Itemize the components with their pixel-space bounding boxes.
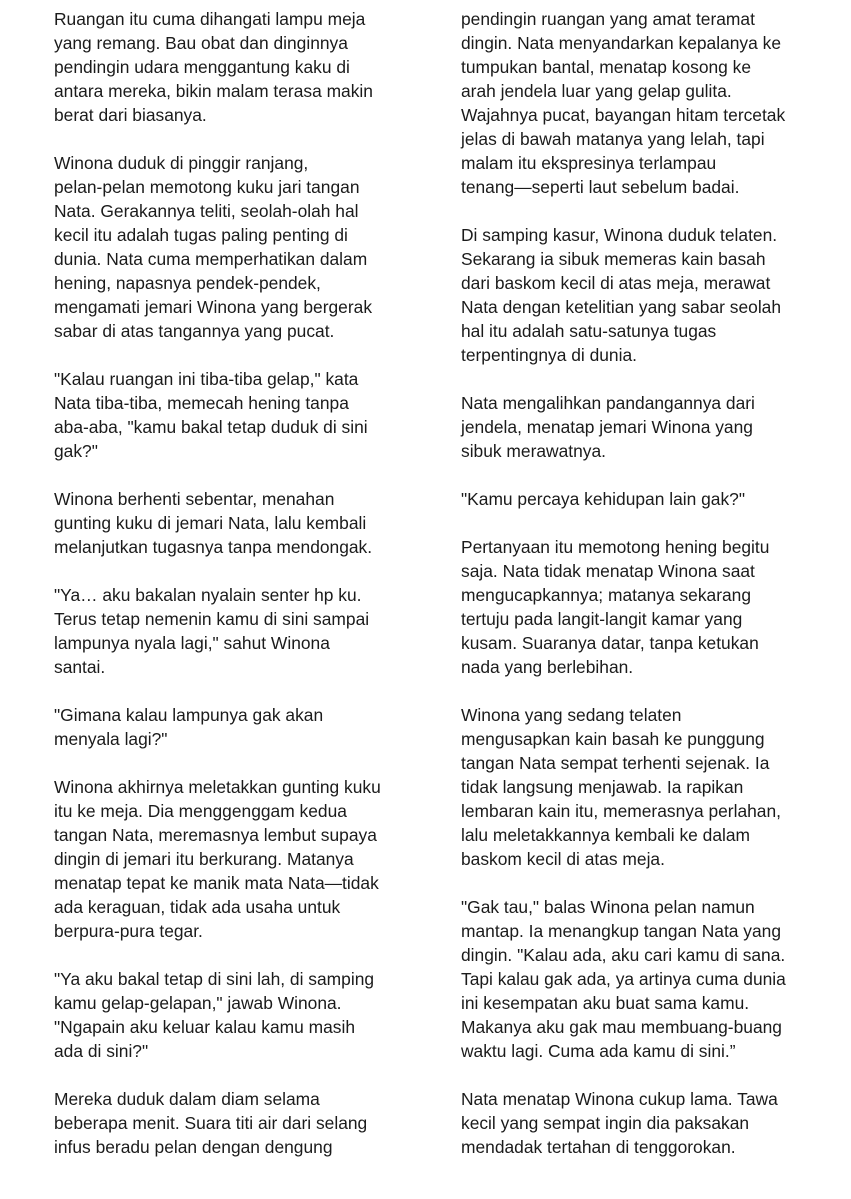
story-paragraph: "Gak tau," balas Winona pelan namun mantap. Ia menangkup tangan Nata yang dingin. "Kalau ada, aku cari kamu di sana. Tapi kalau gak ada, ya artinya cuma dunia ini kesempatan aku buat sama kamu. Makanya aku gak mau membuang-buang waktu lagi. Cuma ada kamu di sini.” (461, 897, 786, 1061)
story-paragraph: pendingin ruangan yang amat teramat dingin. Nata menyandarkan kepalanya ke tumpukan bantal, menatap kosong ke arah jendela luar yang gelap gulita. Wajahnya pucat, bayangan hitam tercetak jelas di bawah matanya yang lelah, tapi malam itu ekspresinya terlampau tenang—seperti laut sebelum badai. (461, 9, 786, 197)
story-paragraph: Winona berhenti sebentar, menahan gunting kuku di jemari Nata, lalu kembali melanjutkan tugasnya tanpa mendongak. (54, 489, 373, 557)
story-paragraph: Di samping kasur, Winona duduk telaten. Sekarang ia sibuk memeras kain basah dari baskom kecil di atas meja, merawat Nata dengan ketelitian yang sabar seolah hal itu adalah satu-satunya tugas terpentingnya di dunia. (461, 225, 782, 365)
story-paragraph: Ruangan itu cuma dihangati lampu meja yang remang. Bau obat dan dinginnya pendingin udara menggantung kaku di antara mereka, bikin malam terasa makin berat dari biasanya. (54, 9, 373, 125)
left-text-column (54, 7, 406, 1159)
story-paragraph: Pertanyaan itu memotong hening begitu saja. Nata tidak menatap Winona saat mengucapkannya; matanya sekarang tertuju pada langit-langit kamar yang kusam. Suaranya datar, tanpa ketukan nada yang berlebihan. (461, 537, 770, 677)
story-paragraph: Nata menatap Winona cukup lama. Tawa kecil yang sempat ingin dia paksakan mendadak tertahan di tenggorokan. (461, 1089, 778, 1157)
story-paragraph: Winona yang sedang telaten mengusapkan kain basah ke punggung tangan Nata sempat terhenti sejenak. Ia tidak langsung menjawab. Ia rapikan lembaran kain itu, memerasnya perlahan, lalu meletakkannya kembali ke dalam baskom kecil di atas meja. (461, 705, 781, 869)
story-paragraph: "Gimana kalau lampunya gak akan menyala lagi?" (54, 705, 324, 749)
story-paragraph: "Ya… aku bakalan nyalain senter hp ku. Terus tetap nemenin kamu di sini sampai lampunya nyala lagi," sahut Winona santai. (54, 585, 370, 677)
right-text-column (461, 7, 815, 1159)
story-paragraph: Winona akhirnya meletakkan gunting kuku itu ke meja. Dia menggenggam kedua tangan Nata, meremasnya lembut supaya dingin di jemari itu berkurang. Matanya menatap tepat ke manik mata Nata—tidak ada keraguan, tidak ada usaha untuk berpura-pura tegar. (54, 777, 381, 941)
story-paragraph: "Ya aku bakal tetap di sini lah, di samping kamu gelap-gelapan," jawab Winona. "Ngapain aku keluar kalau kamu masih ada di sini?" (54, 969, 375, 1061)
story-paragraph: Mereka duduk dalam diam selama beberapa menit. Suara titi air dari selang infus beradu pelan dengan dengung (54, 1089, 368, 1157)
story-paragraph: "Kamu percaya kehidupan lain gak?" (461, 489, 746, 509)
story-paragraph: Winona duduk di pinggir ranjang, pelan-pelan memotong kuku jari tangan Nata. Gerakannya teliti, seolah-olah hal kecil itu adalah tugas paling penting di dunia. Nata cuma memperhatikan dalam hening, napasnya pendek-pendek, mengamati jemari Winona yang bergerak sabar di atas tangannya yang pucat. (54, 153, 373, 341)
story-paragraph: "Kalau ruangan ini tiba-tiba gelap," kata Nata tiba-tiba, memecah hening tanpa aba-aba, "kamu bakal tetap duduk di sini gak?" (54, 369, 368, 461)
story-paragraph: Nata mengalihkan pandangannya dari jendela, menatap jemari Winona yang sibuk merawatnya. (461, 393, 755, 461)
